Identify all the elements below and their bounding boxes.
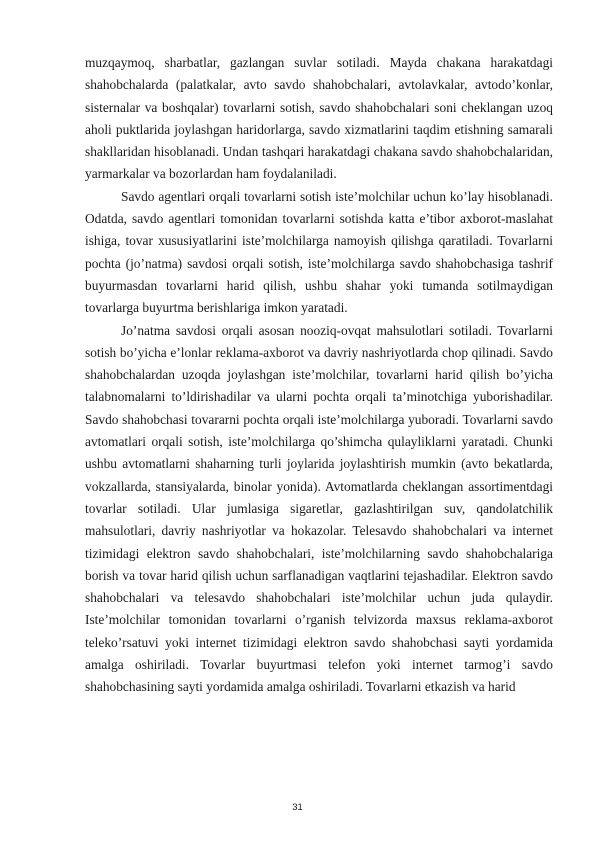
page-number: 31 (292, 802, 303, 813)
document-body (85, 52, 553, 699)
paragraph-1: muzqaymoq, sharbatlar, gazlangan suvlar sotiladi. Mayda chakana harakatdagi shahobchalarda (palatkalar, avto savdo shahobchalari, avtolavkalar, avtodo’konlar, sisternalar va boshqalar) tovarlarni sotish, savdo shahobchalari soni cheklangan uzoq aholi puktlarida joylashgan haridorlarga, savdo xizmatlarini taqdim etishning samarali shakllaridan hisoblanadi. Undan tashqari harakatdagi chakana savdo shahobchalaridan, yarmarkalar va bozorlardan ham foydalaniladi. (85, 55, 553, 182)
paragraph-3: Jo’natma savdosi orqali asosan nooziq-ovqat mahsulotlari sotiladi. Tovarlarni sotish bo’yicha e’lonlar reklama-axborot va davriy nashriyotlarda chop qilinadi. Savdo shahobchalardan uzoqda joylashgan iste’molchilar, tovarlarni harid qilish bo’yicha talabnomalarni to’ldirishadilar va ularni pochta orqali ta’minotchiga yuborishadilar. Savdo shahobchasi tovararni pochta orqali iste’molchilarga yuboradi. Tovarlarni savdo avtomatlari orqali sotish, iste’molchilarga qo’shimcha qulayliklarni yaratadi. Chunki ushbu avtomatlarni shaharning turli joylarida joylashtirish mumkin (avto bekatlarda, vokzallarda, stansiyalarda, binolar yonida). Avtomatlarda cheklangan assortimentdagi tovarlar sotiladi. Ular jumlasiga sigaretlar, gazlashtirilgan suv, qandolatchilik mahsulotlari, davriy nashriyotlar va hokazolar. Telesavdo shahobchalari va internet tizimidagi elektron savdo shahobchalari, iste’molchilarning savdo shahobchalariga borish va tovar harid qilish uchun sarflanadigan vaqtlarini tejashadilar. Elektron savdo shahobchalari va telesavdo shahobchalari iste’molchilar uchun juda qulaydir. Iste’molchilar tomonidan tovarlarni o’rganish telvizorda maxsus reklama-axborot teleko’rsatuvi yoki internet tizimidagi elektron savdo shahobchasi sayti yordamida amalga oshiriladi. Tovarlar buyurtmasi telefon yoki internet tarmog’i savdo shahobchasining sayti yordamida amalga oshiriladi. Tovarlarni etkazish va harid (85, 322, 553, 695)
paragraph-2: Savdo agentlari orqali tovarlarni sotish iste’molchilar uchun ko’lay hisoblanadi. Odatda, savdo agentlari tomonidan tovarlarni sotishda katta e’tibor axborot-maslahat ishiga, tovar xususiyatlarini iste’molchilarga namoyish qilishga qaratiladi. Tovarlarni pochta (jo’natma) savdosi orqali sotish, iste’molchilarga savdo shahobchasiga tashrif buyurmasdan tovarlarni harid qilish, ushbu shahar yoki tumanda sotilmaydigan tovarlarga buyurtma berishlariga imkon yaratadi. (85, 188, 553, 316)
